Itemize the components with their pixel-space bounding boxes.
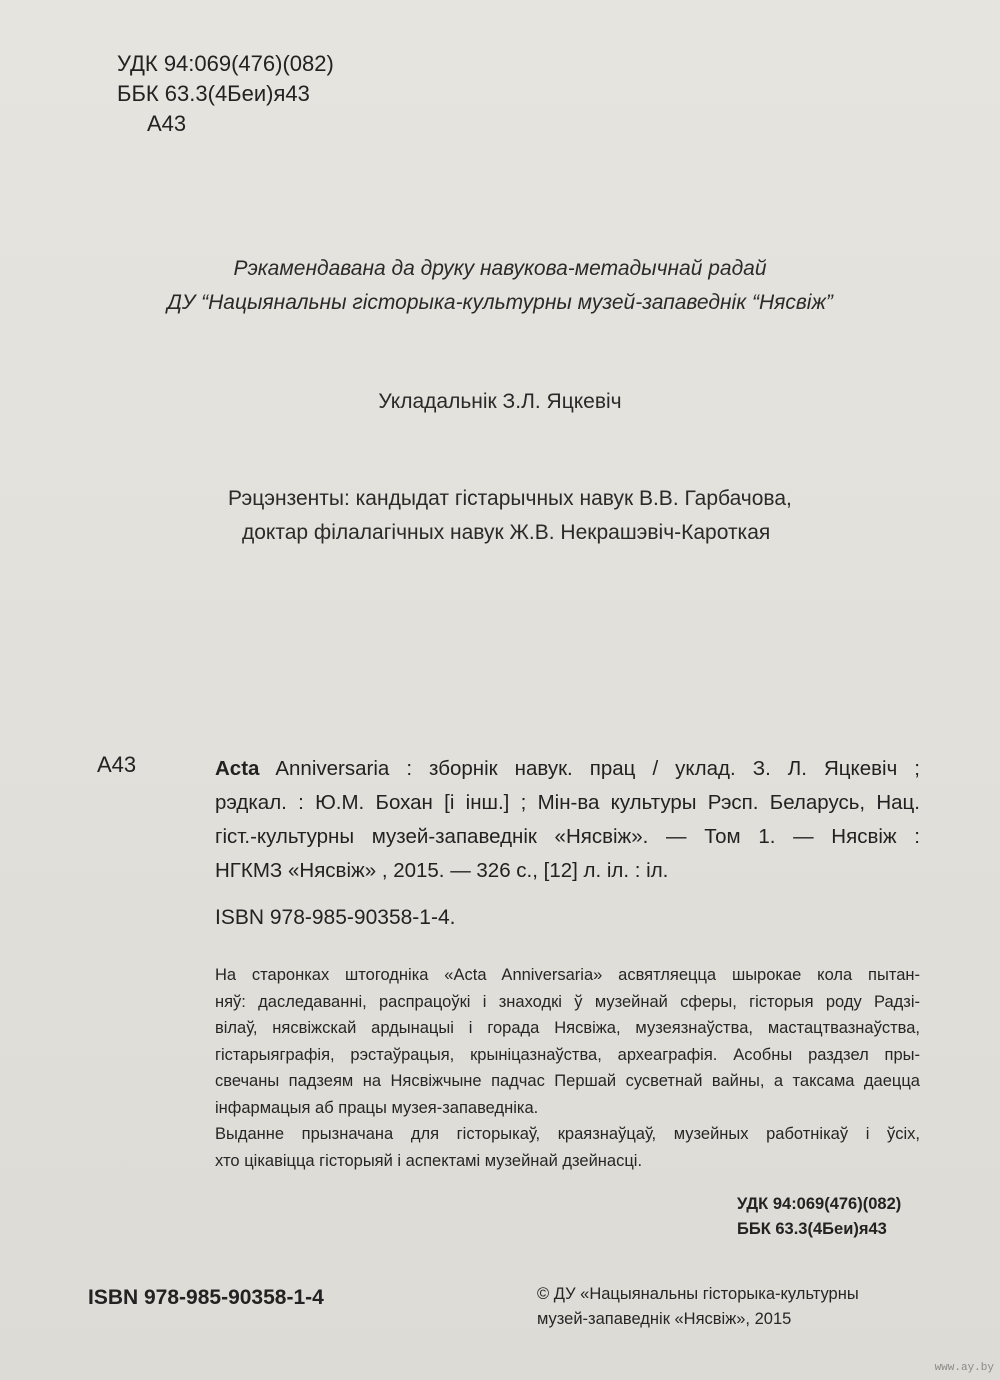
udk-code: УДК 94:069(476)(082) xyxy=(117,51,334,76)
copyright-line-2: музей-запаведнік «Нясвіж», 2015 xyxy=(537,1310,792,1328)
bbk-code: ББК 63.3(4Беи)я43 xyxy=(117,81,310,106)
biblio-line-1-rest: Anniversaria : зборнік навук. прац / уклад. З. Л. Яцкевіч ; xyxy=(259,757,920,780)
classification-codes xyxy=(117,49,334,139)
copyright-notice xyxy=(537,1282,859,1332)
copyright-line-1: © ДУ «Нацыянальны гісторыка-культурны xyxy=(537,1285,859,1303)
biblio-line-1 xyxy=(215,752,920,786)
annotation-line: няў: даследаванні, распрацоўкі і знаходкі ў музейнай сферы, гісторыя роду Радзі- xyxy=(215,992,920,1011)
recommendation-line-2: ДУ “Нацыянальны гісторыка-культурны музей-запаведнік “Нясвіж” xyxy=(167,291,833,314)
footer-classification-codes xyxy=(737,1192,901,1242)
reviewers xyxy=(228,482,792,550)
annotation-line: вілаў, нясвіжскай ардынацыі і горада Нясвіжа, музеязнаўства, мастацтвазнаўства, xyxy=(215,1019,920,1037)
isbn-record: ISBN 978-985-90358-1-4. xyxy=(215,906,456,929)
biblio-line-3: гіст.-культурны музей-запаведнік «Нясвіж». — Том 1. — Нясвіж : xyxy=(215,825,920,848)
isbn-main: ISBN 978-985-90358-1-4 xyxy=(88,1286,324,1309)
author-index: А43 xyxy=(147,111,187,136)
annotation xyxy=(215,962,920,1174)
annotation-line: інфармацыя аб працы музея-запаведніка. xyxy=(215,1098,539,1117)
reviewers-line-1: Рэцэнзенты: кандыдат гістарычных навук В.В. Гарбачова, xyxy=(228,487,792,510)
biblio-line-2: рэдкал. : Ю.М. Бохан [і інш.] ; Мін-ва культуры Рэсп. Беларусь, Нац. xyxy=(215,791,920,814)
annotation-line: свечаны падзеям на Нясвіжчыне падчас Першай сусветнай вайны, а таксама даецца xyxy=(215,1072,920,1090)
biblio-title-acta: Acta xyxy=(215,757,260,780)
footer-udk-code: УДК 94:069(476)(082) xyxy=(737,1195,902,1213)
bibliographic-record xyxy=(215,752,920,888)
reviewers-line-2: доктар філалагічных навук Ж.В. Некрашэвіч-Кароткая xyxy=(242,521,771,544)
annotation-line: гістарыяграфія, рэстаўрацыя, крыніцазнаўства, археаграфія. Асобны раздзел пры- xyxy=(215,1045,920,1064)
biblio-line-4: НГКМЗ «Нясвіж» , 2015. — 326 с., [12] л. іл. : іл. xyxy=(215,859,669,882)
annotation-line: На старонках штогодніка «Acta Anniversaria» асвятляецца шырокае кола пытан- xyxy=(215,966,920,984)
bibliographic-index: А43 xyxy=(97,752,137,777)
annotation-line: Выданне прызначана для гісторыкаў, краязнаўцаў, музейных работнікаў і ўсіх, xyxy=(215,1125,920,1143)
recommendation-line-1: Рэкамендавана да друку навукова-метадычнай радай xyxy=(233,257,767,280)
recommendation-note xyxy=(0,252,1000,320)
footer-bbk-code: ББК 63.3(4Беи)я43 xyxy=(737,1220,887,1238)
annotation-line: хто цікавіцца гісторыяй і аспектамі музейнай дзейнасці. xyxy=(215,1151,643,1170)
compiler-line: Укладальнік З.Л. Яцкевіч xyxy=(378,390,622,413)
site-watermark: www.ay.by xyxy=(934,1362,994,1374)
